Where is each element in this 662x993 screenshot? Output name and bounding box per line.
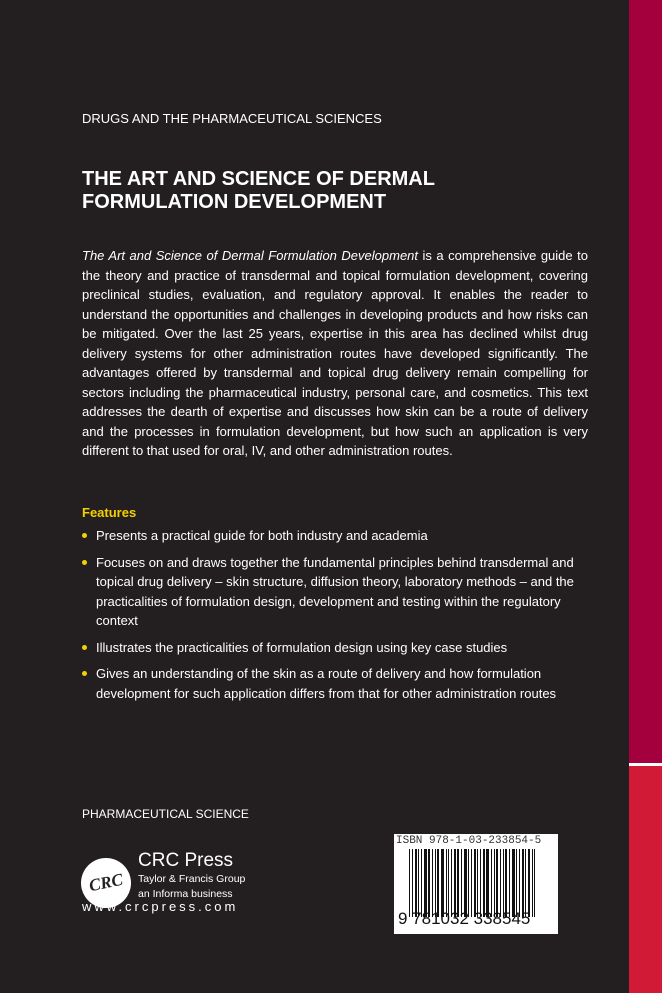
barcode-bar	[432, 849, 433, 917]
spine-stripe-top	[629, 0, 662, 763]
publisher-business: an Informa business	[138, 888, 233, 900]
publisher-group: Taylor & Francis Group	[138, 873, 246, 885]
bullet-icon	[82, 671, 87, 676]
bullet-icon	[82, 560, 87, 565]
features-heading: Features	[82, 505, 137, 520]
features-list	[82, 526, 602, 710]
barcode-bars	[409, 849, 549, 917]
barcode-bar	[424, 849, 427, 917]
barcode-bar	[418, 849, 419, 917]
bullet-icon	[82, 533, 87, 538]
subject-category: PHARMACEUTICAL SCIENCE	[82, 807, 249, 821]
crc-logo: CRC	[76, 853, 135, 912]
barcode-bar	[516, 849, 517, 917]
barcode-bar	[421, 849, 422, 917]
publisher-url: www.crcpress.com	[82, 899, 239, 914]
feature-item: Focuses on and draws together the fundamental principles behind transdermal and topical drug delivery – skin structure, diffusion theory, laboratory methods – and the practicalities of formulation design, development and testing within the regulatory context	[82, 553, 602, 631]
barcode-bar	[534, 849, 535, 917]
barcode-bar	[512, 849, 515, 917]
barcode-bar	[500, 849, 501, 917]
barcode-bar	[505, 849, 507, 917]
barcode-bar	[519, 849, 520, 917]
barcode-bar	[509, 849, 510, 917]
barcode-number: 9 781032 338545	[398, 909, 531, 928]
barcode-bar	[428, 849, 430, 917]
publisher-name: CRC Press	[138, 850, 234, 871]
barcode-bar	[464, 849, 467, 917]
spine-stripe-bottom	[629, 766, 662, 993]
feature-item: Illustrates the practicalities of formulation design using key case studies	[82, 638, 602, 658]
barcode-bar	[483, 849, 485, 917]
barcode-bar	[446, 849, 447, 917]
barcode-bar	[503, 849, 504, 917]
description-title: The Art and Science of Dermal Formulation Development	[82, 248, 419, 263]
barcode-bar	[454, 849, 456, 917]
barcode-bar	[461, 849, 462, 917]
barcode-bar	[525, 849, 526, 917]
feature-item: Presents a practical guide for both industry and academia	[82, 526, 602, 546]
description	[82, 246, 588, 461]
barcode-bar	[522, 849, 524, 917]
barcode-bar	[480, 849, 481, 917]
feature-item: Gives an understanding of the skin as a route of delivery and how formulation development for such application differs from that for other administration routes	[82, 664, 602, 703]
book-title: THE ART AND SCIENCE OF DERMAL FORMULATION DEVELOPMENT	[82, 168, 435, 213]
barcode-bar	[471, 849, 472, 917]
barcode-bar	[477, 849, 478, 917]
isbn-barcode	[394, 834, 558, 934]
barcode-bar	[474, 849, 476, 917]
barcode-bar	[528, 849, 530, 917]
publisher-block	[138, 850, 245, 902]
barcode-bar	[415, 849, 417, 917]
barcode-bar	[448, 849, 449, 917]
barcode-bar	[494, 849, 495, 917]
series-name: DRUGS AND THE PHARMACEUTICAL SCIENCES	[82, 111, 382, 126]
description-body: is a comprehensive guide to the theory and practice of transdermal and topical formulation development, covering preclinical studies, evaluation, and regulatory approval. It enables the reader to understand the opportunities and challenges in developing products and how risks can be mitigated. Over the last 25 years, expertise in this area has declined whilst drug delivery systems for other administration routes have developed significantly. The advantages offered by transdermal and topical drug delivery remain compelling for sectors including the pharmaceutical industry, personal care, and cosmetics. This text addresses the dearth of expertise and discusses how skin can be a route of delivery and the processes in formulation development, but how such an application is very different to that used for oral, IV, and other administration routes.	[82, 248, 588, 458]
isbn-label: ISBN 978-1-03-233854-5	[396, 835, 542, 847]
barcode-bar	[409, 849, 410, 917]
barcode-bar	[451, 849, 452, 917]
barcode-bar	[491, 849, 492, 917]
barcode-bar	[441, 849, 444, 917]
barcode-bar	[412, 849, 413, 917]
barcode-bar	[468, 849, 469, 917]
barcode-bar	[532, 849, 533, 917]
barcode-bar	[437, 849, 439, 917]
bullet-icon	[82, 645, 87, 650]
barcode-bar	[496, 849, 498, 917]
barcode-bar	[435, 849, 436, 917]
barcode-bar	[486, 849, 489, 917]
barcode-bar	[457, 849, 459, 917]
